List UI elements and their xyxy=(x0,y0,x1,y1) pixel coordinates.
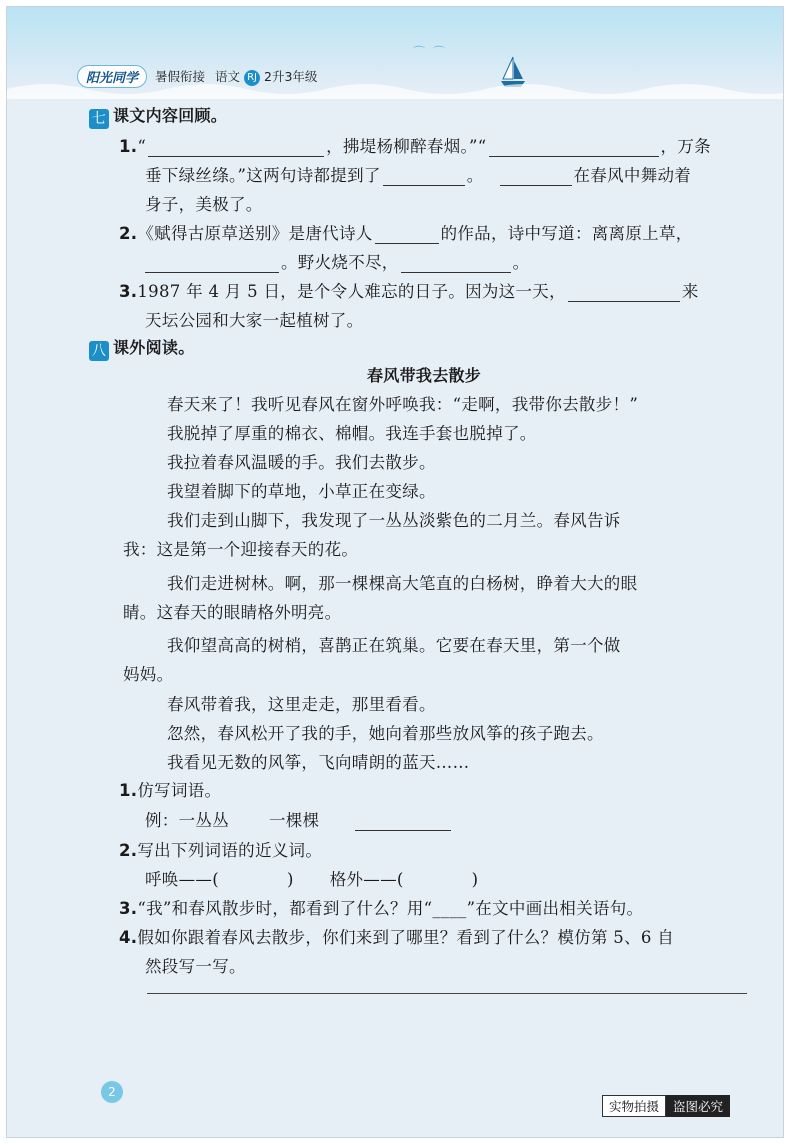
s8-q1-number: 1. xyxy=(119,781,138,800)
s8-q1 xyxy=(119,777,221,801)
s7-q1-text-d: 垂下绿丝绦。”这两句诗都提到了 xyxy=(145,166,381,185)
s8-q4-line2: 然段写一写。 xyxy=(145,957,246,976)
stamp-left: 实物拍摄 xyxy=(602,1095,666,1117)
s7-q3-number: 3. xyxy=(119,282,138,301)
section-8-heading xyxy=(89,335,195,361)
section-8-number: 八 xyxy=(89,341,109,361)
answer-blank[interactable] xyxy=(148,155,324,157)
paragraph: 我仰望高高的树梢，喜鹊正在筑巢。它要在春天里，第一个做 xyxy=(167,636,621,655)
s7-q1-line1 xyxy=(119,133,711,157)
paragraph: 忽然，春风松开了我的手，她向着那些放风筝的孩子跑去。 xyxy=(167,724,604,743)
paragraph: 我拉着春风温暖的手。我们去散步。 xyxy=(167,453,436,472)
s8-q4-text-a: 假如你跟着春风去散步，你们来到了哪里？看到了什么？模仿第 5、6 自 xyxy=(137,928,675,947)
s8-q2-number: 2. xyxy=(119,841,138,860)
s7-q1-line3: 身子，美极了。 xyxy=(145,195,263,214)
s7-q1-text-b: ，拂堤杨柳醉春烟。”“ xyxy=(326,137,487,156)
answer-blank[interactable] xyxy=(500,184,572,186)
watermark-stamp xyxy=(602,1095,730,1117)
s7-q1-text-e: 。 xyxy=(466,166,484,185)
page-content xyxy=(7,7,783,1137)
s7-q1-text-a: “ xyxy=(137,137,147,156)
paragraph-continued: 睛。这春天的眼睛格外明亮。 xyxy=(123,603,342,622)
paren-close: ) xyxy=(286,870,294,889)
edition-badge: RJ xyxy=(244,70,260,86)
s7-q2-text-c: 。野火烧不尽， xyxy=(281,253,399,272)
answer-blank[interactable] xyxy=(489,155,659,157)
synonym-word-2: 格外——( xyxy=(329,870,404,889)
s8-q2-text: 写出下列词语的近义词。 xyxy=(137,841,323,860)
section-7-number: 七 xyxy=(89,109,109,129)
paragraph-continued: 妈妈。 xyxy=(123,665,174,684)
s8-q4-number: 4. xyxy=(119,928,138,947)
brand-logo: 阳光同学 xyxy=(77,65,147,88)
answer-blank[interactable] xyxy=(145,271,279,273)
paragraph: 我脱掉了厚重的棉衣、棉帽。我连手套也脱掉了。 xyxy=(167,424,537,443)
paragraph: 我看见无数的风筝，飞向晴朗的蓝天…… xyxy=(167,753,470,772)
section-7-title: 课文内容回顾。 xyxy=(113,106,228,125)
section-7-heading xyxy=(89,103,227,129)
answer-blank[interactable] xyxy=(355,829,451,831)
answer-blank[interactable] xyxy=(401,271,511,273)
section-8-title: 课外阅读。 xyxy=(113,338,195,357)
s8-q2 xyxy=(119,837,322,861)
stamp-right: 盗图必究 xyxy=(666,1095,730,1117)
s8-q1-text: 仿写词语。 xyxy=(137,781,222,800)
s8-q2-words xyxy=(145,866,478,890)
s7-q2-line2 xyxy=(145,249,529,273)
paragraph: 我望着脚下的草地，小草正在变绿。 xyxy=(167,482,436,501)
s7-q2-text-b: 的作品，诗中写道：离离原上草， xyxy=(440,224,693,243)
article-title: 春风带我去散步 xyxy=(367,366,482,385)
s8-q4-line1 xyxy=(119,924,674,948)
s8-q3-text: “我”和春风散步时，都看到了什么？用“____”在文中画出相关语句。 xyxy=(137,899,644,918)
s7-q3-text-b: 来 xyxy=(681,282,699,301)
paragraph: 我们走到山脚下，我发现了一丛丛淡紫色的二月兰。春风告诉 xyxy=(167,511,621,530)
workbook-page xyxy=(6,6,784,1138)
synonym-word-1: 呼唤——( xyxy=(145,870,219,889)
s7-q1-text-c: ，万条 xyxy=(660,137,711,156)
s7-q3-line1 xyxy=(119,278,699,302)
answer-blank[interactable] xyxy=(375,242,439,244)
s7-q2-text-a: 《赋得古原草送别》是唐代诗人 xyxy=(137,224,373,243)
s7-q2-number: 2. xyxy=(119,224,138,243)
s7-q1-line2 xyxy=(145,162,691,186)
answer-blank[interactable] xyxy=(568,300,680,302)
writing-answer-line[interactable] xyxy=(147,993,747,994)
example-pattern-word: 一棵棵 xyxy=(269,811,320,830)
s8-q3-number: 3. xyxy=(119,899,138,918)
page-number: 2 xyxy=(101,1081,123,1103)
s7-q1-number: 1. xyxy=(119,137,138,156)
s7-q2-text-d: 。 xyxy=(512,253,530,272)
series-name: 暑假衔接 xyxy=(155,69,206,84)
paragraph: 我们走进树林。啊，那一棵棵高大笔直的白杨树，睁着大大的眼 xyxy=(167,574,638,593)
birds-decoration: ⌒⌒ xyxy=(413,45,454,59)
s8-q1-example xyxy=(145,807,453,831)
s8-q3 xyxy=(119,895,643,919)
paragraph: 春风带着我，这里走走，那里看看。 xyxy=(167,695,436,714)
paren-close: ) xyxy=(471,870,479,889)
s7-q3-text-a: 1987 年 4 月 5 日，是个令人难忘的日子。因为这一天， xyxy=(137,282,566,301)
answer-blank[interactable] xyxy=(383,184,465,186)
paragraph: 春天来了！我听见春风在窗外呼唤我：“走啊，我带你去散步！” xyxy=(167,395,639,414)
example-word: 例：一丛丛 xyxy=(145,811,229,830)
s7-q2-line1 xyxy=(119,220,693,244)
s7-q1-text-f: 在春风中舞动着 xyxy=(573,166,692,185)
subject-label: 语文 xyxy=(215,69,241,84)
s7-q3-line2: 天坛公园和大家一起植树了。 xyxy=(145,311,364,330)
grade-label: 2升3年级 xyxy=(264,69,318,84)
paragraph-continued: 我：这是第一个迎接春天的花。 xyxy=(123,540,359,559)
